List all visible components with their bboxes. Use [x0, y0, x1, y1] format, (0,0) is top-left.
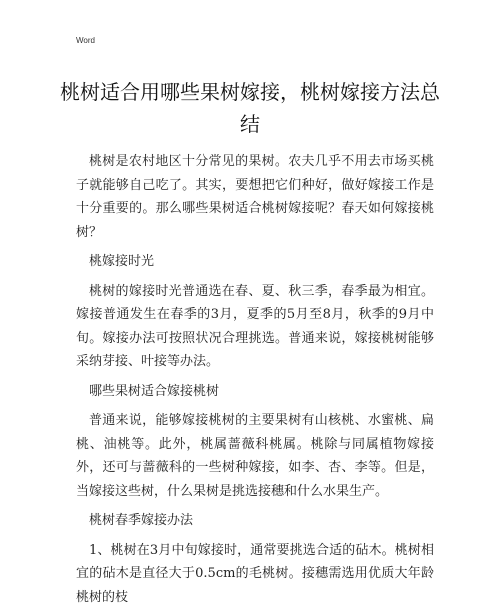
paragraph-intro: 桃树是农村地区十分常见的果树。农夫几乎不用去市场买桃子就能够自己吃了。其实，要想把它们种好，做好嫁接工作是十分重要的。那么哪些果树适合桃树嫁接呢？春天如何嫁接桃树？ — [76, 154, 434, 240]
section-heading-grafting-time: 桃嫁接时光 — [89, 254, 155, 269]
document-title: 桃树适合用哪些果树嫁接，桃树嫁接方法总结 — [60, 80, 440, 136]
paragraph-spring-method: 1、桃树在3月中旬嫁接时，通常要挑选合适的砧木。桃树相宜的砧木是直径大于0.5cm的毛桃树。接穗需选用优质大年龄桃树的枝 — [76, 542, 434, 605]
section-heading-spring-method: 桃树春季嫁接办法 — [89, 513, 194, 528]
paragraph-suitable-trees: 普通来说，能够嫁接桃树的主要果树有山核桃、水蜜桃、扁桃、油桃等。此外，桃属蔷薇科桃属。桃除与同属植物嫁接外，还可与蔷薇科的一些树种嫁接，如李、杏、李等。但是，当嫁接这些树，什么果树是挑选接穗和什么水果生产。 — [76, 413, 434, 499]
document-body — [76, 150, 434, 615]
document-header-label: Word — [76, 36, 95, 45]
section-heading-suitable-trees: 哪些果树适合嫁接桃树 — [89, 383, 220, 399]
paragraph-grafting-time: 桃树的嫁接时光普通选在春、夏、秋三季，春季最为相宜。嫁接普通发生在春季的3月，夏季的5月至8月，秋季的9月中旬。嫁接办法可按照状况合理挑选。普通来说，嫁接桃树能够采纳芽接、叶接等办法。 — [76, 283, 434, 369]
